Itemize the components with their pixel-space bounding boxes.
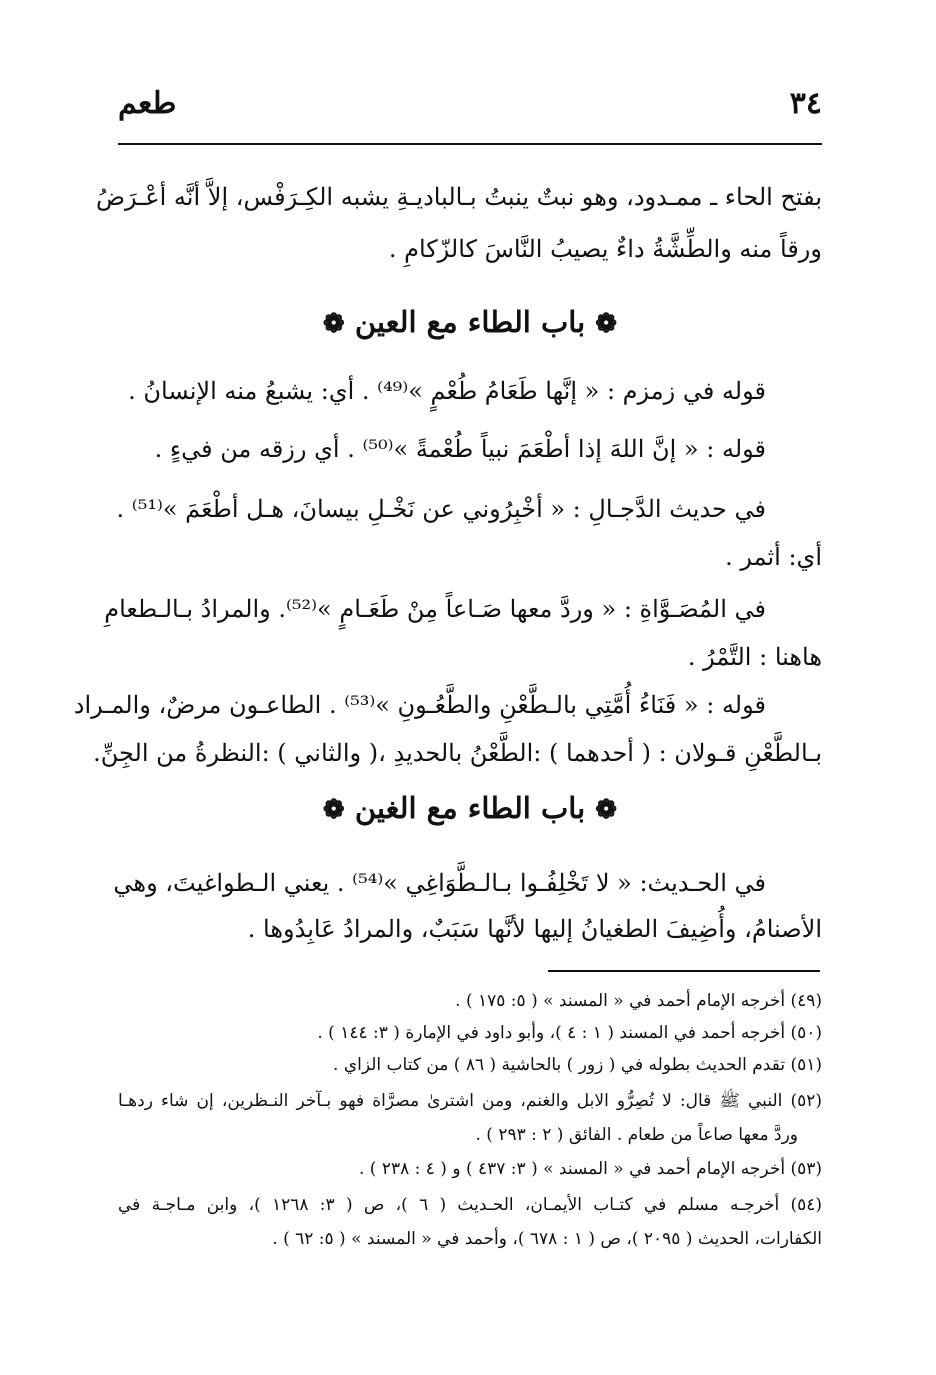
paragraph-line: قوله : « إنَّ اللهَ إذا أطْعَمَ نبياً طُعْمةً »⁽⁵⁰⁾ . أي رزقه من فيءٍ . [154,435,766,463]
footnote: (٥٤) أخرجـه مسلم في كتـاب الأيمـان، الحـديث ( ٦ )، ص ( ٣: ١٢٦٨ )، وابن مـاجـة في [118,1195,823,1215]
paragraph-line: بـالطَّعْنِ قـولان : ( أحدهما ) :الطَّعْنُ بالحديدِ ،( والثاني ) :النظرةُ من الجِنِّ. [93,739,822,767]
paragraph-line: قوله : « فَنَاءُ أُمَّتِي بالـطَّعْنِ والطَّعُـونِ »⁽⁵³⁾ . الطاعـون مرضٌ، والمـراد [73,691,766,719]
footnote: (٥٠) أخرجه أحمد في المسند ( ١ : ٤ )، وأبو داود في الإمارة ( ٣: ١٤٤ ) . [317,1023,822,1043]
paragraph-line: أي: أثمر . [725,543,822,571]
chapter-heading [118,302,822,344]
running-title: طعم [118,86,177,121]
ornament-icon: ❁ [322,309,345,339]
chapter-heading-text: باب الطاء مع الغين [354,791,586,825]
footnote: (٥١) تقدم الحديث بطوله في ( زور ) بالحاشية ( ٨٦ ) من كتاب الزاي . [333,1055,822,1075]
paragraph-line: ورقاً منه والطِّشَّةُ داءٌ يصيبُ النَّاسَ كالزّكامِ . [388,235,822,263]
page-number: ٣٤ [789,86,822,121]
paragraph-line: في الحـديث: « لا تَخْلِفُـوا بـالـطَّوَاغِي »⁽⁵⁴⁾ . يعني الـطواغيتَ، وهي [113,869,766,897]
footnote: (٥٢) النبي ﷺ قال: لا تُصِرُّو الابل والغنم، ومن اشترىٰ مصرَّاة فهو بـآخر النـظرين، إن شاء ردهـا [118,1091,822,1111]
paragraph-line: في المُصَـوَّاةِ : « وردَّ معها صَـاعاً مِنْ طَعَـامٍ »⁽⁵²⁾. والمرادُ بـالـطعامِ [104,595,766,623]
paragraph-line: بفتح الحاء ـ ممـدود، وهو نبتٌ ينبتُ بـالباديـةِ يشبه الكِـرَفْس، إلاَّ أنَّه أعْـرَضُ [96,183,822,211]
footnote: (٤٩) أخرجه الإمام أحمد في « المسند » ( ٥: ١٧٥ ) . [455,991,822,1011]
ornament-icon: ❁ [322,795,345,825]
chapter-heading-text: باب الطاء مع العين [354,305,586,339]
chapter-heading [118,788,822,830]
paragraph-line: هاهنا : التَّمْرُ . [687,643,822,671]
ornament-icon: ❁ [595,795,618,825]
paragraph-line: قوله في زمزم : « إنَّها طَعَامُ طُعْمٍ »⁽⁴⁹⁾ . أي: يشبعُ منه الإنسانُ . [128,377,766,405]
ornament-icon: ❁ [595,309,618,339]
footnote-continuation: الكفارات، الحديث ( ٢٠٩٥ )، ص ( ١ : ٦٧٨ )، وأحمد في « المسند » ( ٥: ٦٢ ) . [272,1229,822,1249]
paragraph-line: الأصنامُ، وأُضِيفَ الطغيانُ إليها لأنَّها سَبَبٌ، والمرادُ عَابِدُوها . [247,915,822,943]
paragraph-line: في حديث الدَّجـالِ : « أخْبِرُوني عن نَخْـلِ بيسانَ، هـل أطْعَمَ »⁽⁵¹⁾ . [116,495,766,523]
footnote-separator [548,970,820,972]
footnote-continuation: وردَّ معها صاعاً من طعام . الفائق ( ٢ : ٢٩٣ ) . [475,1125,798,1145]
footnote: (٥٣) أخرجه الإمام أحمد في « المسند » ( ٣: ٤٣٧ ) و ( ٤ : ٢٣٨ ) . [358,1159,822,1179]
